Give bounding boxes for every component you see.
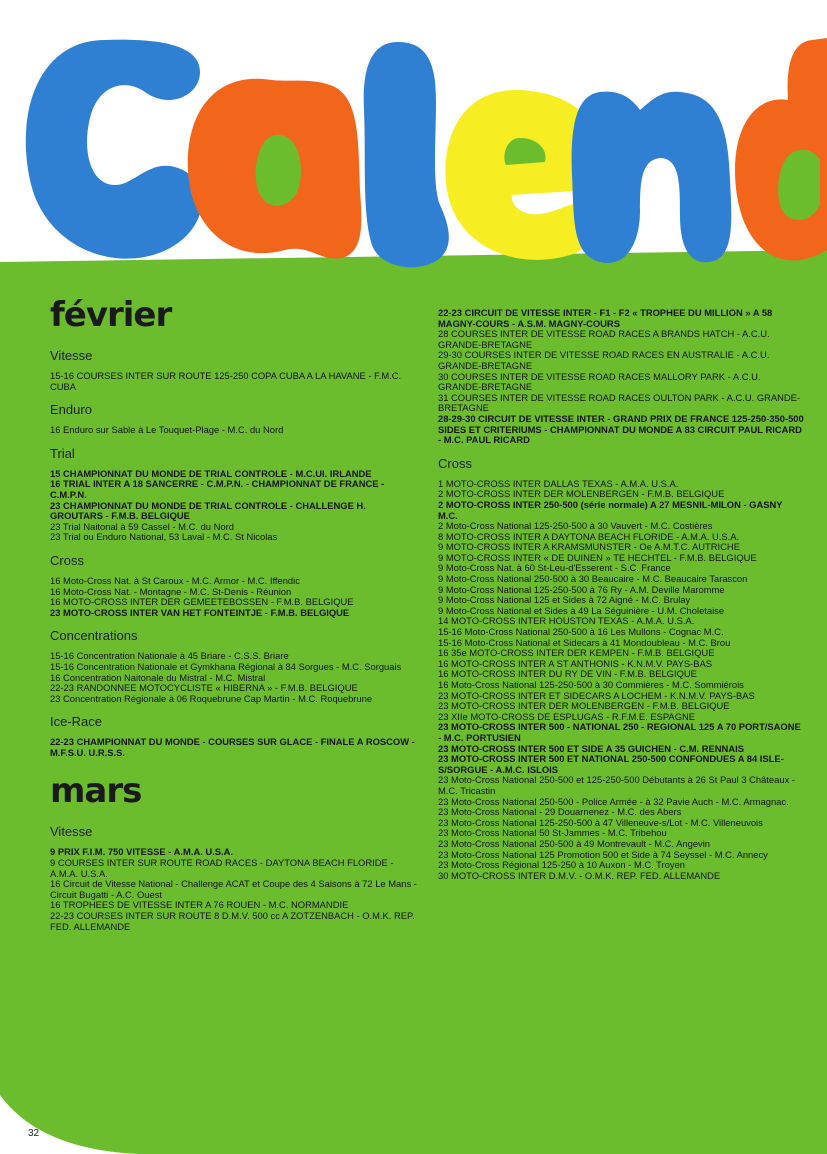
event-entry: 23 MOTO-CROSS INTER DER MOLENBERGEN - F.M.B. BELGIQUE: [438, 700, 730, 712]
event-entry: 23 MOTO-CROSS INTER ET SIDECARS A LOCHEM - K.N.M.V. PAYS-BAS: [438, 689, 755, 701]
title-letter-l: [364, 42, 449, 267]
event-entry: 15-16 COURSES INTER SUR ROUTE 125-250 COPA CUBA A LA HAVANE - F.M.C. CUBA: [50, 370, 402, 392]
event-entry: 16 35e MOTO-CROSS INTER DER KEMPEN - F.M.B. BELGIQUE: [438, 647, 715, 659]
right-column: [438, 308, 804, 891]
event-entry: 23 MOTO-CROSS INTER 500 ET SIDE A 35 GUICHEN - C.M. RENNAIS: [438, 742, 744, 754]
event-list: [50, 576, 420, 618]
event-list: [50, 737, 420, 758]
section-heading: Trial: [50, 445, 75, 461]
event-entry: 15-16 Concentration Nationale à 45 Briare - C.S.S. Briare: [50, 650, 289, 662]
event-entry: 16 MOTO-CROSS INTER DU RY DE VIN - F.M.B. BELGIQUE: [438, 668, 697, 680]
event-entry: 16 Moto-Cross Nat. - Montagne - M.C. St-Denis - Réunion: [50, 585, 292, 597]
event-entry: 16 Moto-Cross Nat. à St Caroux - M.C. Armor - M.C. Iffendic: [50, 574, 300, 586]
event-list: [50, 425, 420, 436]
event-list: [438, 479, 804, 882]
event-list: [438, 308, 804, 446]
section-heading: Ice-Race: [50, 714, 103, 730]
event-entry: 23 Moto-Cross Régional 125-250 à 10 Auxon - M.C. Troyen: [438, 859, 686, 871]
section-heading: Vitesse: [50, 348, 93, 363]
calendrier-title: [0, 0, 827, 290]
event-entry: 9 Moto-Cross Nat. à 60 St-Leu-d'Esserent - S.C. France: [438, 562, 671, 574]
section-heading: Cross: [50, 552, 84, 568]
event-entry: 29-30 COURSES INTER DE VITESSE ROAD RACES EN AUSTRALIE - A.C.U. GRANDE-BRETAGNE: [438, 349, 770, 371]
event-entry: 23 Moto-Cross National - 29 Douarnenez - M.C. des Abers: [438, 806, 682, 818]
event-entry: 23 Concentration Régionale à 06 Roquebrune Cap Martin - M.C. Roquebrune: [50, 692, 373, 704]
event-entry: 16 MOTO-CROSS INTER A ST ANTHONIS - K.N.M.V. PAYS-BAS: [438, 657, 713, 669]
section-heading: Vitesse: [50, 824, 93, 840]
event-entry: 23 Moto-Cross National 250-500 à 49 Montrevault - M.C. Angevin: [438, 837, 711, 849]
event-entry: 9 Moto-Cross National 250-500 à 30 Beaucaire - M.C. Beaucaire Tarascon: [438, 573, 748, 585]
section-heading: Concentrations: [50, 628, 138, 644]
event-entry: 23 Trial ou Enduro National, 53 Laval - M.C. St Nicolas: [50, 531, 278, 543]
event-entry: 9 Moto-Cross National 125-250-500 à 76 Ry - A.M. Deville Maromme: [438, 583, 725, 595]
event-entry: 16 Moto-Cross National 125-250-500 à 30 Commières - M.C. Sommiérois: [438, 679, 744, 690]
event-entry: 23 Moto-Cross National 250-500 - Police Armée - à 32 Pavie Auch - M.C. Armagnac.: [438, 795, 789, 807]
page-number: 32: [28, 1128, 40, 1139]
event-entry: 22-23 COURSES INTER SUR ROUTE 8 D.M.V. 500 cc A ZOTZENBACH - O.M.K. REP. FED. ALLEMANDE: [50, 910, 415, 932]
event-entry: 2 Moto-Cross National 125-250-500 à 30 Vauvert - M.C. Costières: [438, 520, 713, 532]
event-entry: 16 TRIAL INTER A 18 SANCERRE - C.M.P.N. - CHAMPIONNAT DE FRANCE - C.M.P.N.: [50, 478, 385, 500]
event-entry: 2 MOTO-CROSS INTER 250-500 (série normale) A 27 MESNIL-MILON - GASNY M.C.: [438, 498, 783, 521]
event-entry: 2 MOTO-CROSS INTER DER MOLENBERGEN - F.M.B. BELGIQUE: [438, 488, 725, 500]
event-entry: 16 Concentration Naitonale du Mistral - M.C. Mistral: [50, 671, 266, 683]
event-entry: 16 Circuit de Vitesse National - Challenge ACAT et Coupe des 4 Saisons à 72 Le Mans - Circuit Bugatti - A.C. Ouest: [50, 878, 417, 900]
event-entry: 23 Moto-Cross National 125 Promotion 500 et Side à 74 Seyssel - M.C. Annecy: [438, 848, 768, 860]
event-entry: 14 MOTO-CROSS INTER HOUSTON TEXAS - A.M.A. U.S.A.: [438, 615, 695, 627]
event-entry: 16 TROPHEES DE VITESSE INTER A 76 ROUEN - M.C. NORMANDIE: [50, 899, 349, 911]
title-letter-n: [572, 92, 732, 263]
event-entry: 9 PRIX F.I.M. 750 VITESSE - A.M.A. U.S.A.: [50, 846, 234, 858]
event-entry: 30 MOTO-CROSS INTER D.M.V. - O.M.K. REP. FED. ALLEMANDE: [438, 869, 721, 881]
title-letter-a: [188, 79, 362, 259]
section-heading: Enduro: [50, 402, 92, 418]
event-list: [50, 651, 420, 704]
event-entry: 23 Moto-Cross National 50 St-Jammes - M.C. Tribehou: [438, 827, 667, 839]
event-entry: 23 MOTO-CROSS INTER 500 - NATIONAL 250 - REGIONAL 125 A 70 PORT/SAONE - M.C. PORTUSIEN: [438, 721, 801, 743]
event-entry: 28 COURSES INTER DE VITESSE ROAD RACES A BRANDS HATCH - A.C.U. GRANDE-BRETAGNE: [438, 328, 770, 350]
event-list: [50, 371, 420, 392]
event-entry: 16 MOTO-CROSS INTER DER GEMEETEBOSSEN - F.M.B. BELGIQUE: [50, 596, 354, 608]
event-entry: 15-16 Moto-Cross National et Sidecars à 41 Mondoubleau - M.C. Brou: [438, 636, 731, 648]
event-entry: 23 Moto-Cross National 250-500 et 125-250-500 Débutants à 26 St Paul 3 Châteaux - M.C. Tricastin: [438, 774, 795, 796]
event-entry: 28-29-30 CIRCUIT DE VITESSE INTER - GRAND PRIX DE FRANCE 125-250-350-500 SIDES ET CRITERIUMS - CHAMPIONNAT DU MONDE A 83 CIRCUIT PAUL RICARD - M.C. PAUL RICARD: [438, 412, 804, 446]
section-heading: Cross: [438, 455, 472, 471]
event-entry: 9 MOTO-CROSS INTER « DE DUINEN » TE HECHTEL - F.M.B. BELGIQUE: [438, 551, 757, 563]
event-entry: 15 CHAMPIONNAT DU MONDE DE TRIAL CONTROLE - M.C.UI. IRLANDE: [50, 467, 372, 479]
month-heading: mars: [50, 771, 142, 812]
event-entry: 23 Trial Naitonal à 59 Cassel - M.C. du Nord: [50, 520, 234, 532]
event-entry: 9 Moto-Cross National et Sides à 49 La Séguinière - U.M. Choletaise: [438, 604, 725, 616]
event-entry: 9 MOTO-CROSS INTER A KRAMSMUNSTER - Oe A.M.T.C. AUTRICHE: [438, 541, 740, 553]
event-entry: 30 COURSES INTER DE VITESSE ROAD RACES MALLORY PARK - A.C.U. GRANDE-BRETAGNE: [438, 370, 761, 393]
title-letter-d: [735, 38, 827, 260]
event-entry: 23 Moto-Cross National 125-250-500 à 47 Villeneuve-s/Lot - M.C. Villeneuvois: [438, 816, 763, 828]
event-entry: 23 CHAMPIONNAT DU MONDE DE TRIAL CONTROLE - CHALLENGE H. GROUTARS - F.M.B. BELGIQUE: [50, 499, 366, 522]
event-entry: 22-23 CIRCUIT DE VITESSE INTER - F1 - F2 « TROPHEE DU MILLION » A 58 MAGNY-COURS - A.S.M. MAGNY-COURS: [438, 307, 773, 329]
event-entry: 1 MOTO-CROSS INTER DALLAS TEXAS - A.M.A. U.S.A.: [438, 477, 679, 489]
month-heading: février: [50, 295, 172, 335]
event-entry: 16 Enduro sur Sable à Le Touquet-Plage - M.C. du Nord: [50, 424, 284, 436]
event-entry: 22-23 RANDONNEE MOTOCYCLISTE « HIBERNA » - F.M.B. BELGIQUE: [50, 682, 358, 694]
event-entry: 23 MOTO-CROSS INTER VAN HET FONTEINTJE - F.M.B. BELGIQUE: [50, 606, 350, 618]
event-entry: 22-23 CHAMPIONNAT DU MONDE - COURSES SUR GLACE - FINALE A ROSCOW - M.F.S.U. U.R.S.S.: [50, 736, 415, 758]
event-entry: 31 COURSES INTER DE VITESSE ROAD RACES OULTON PARK - A.C.U. GRANDE-BRETAGNE: [438, 391, 801, 414]
event-entry: 23 MOTO-CROSS INTER 500 ET NATIONAL 250-500 CONFONDUES A 84 ISLE-S/SORGUE - A.M.C. ISLOIS: [438, 753, 784, 775]
event-entry: 9 COURSES INTER SUR ROUTE ROAD RACES - DAYTONA BEACH FLORIDE - A.M.A. U.S.A.: [50, 857, 394, 879]
event-entry: 15-16 Concentration Nationale et Gymkhana Régional à 84 Sorgues - M.C. Sorguais: [50, 660, 402, 672]
left-column: [50, 290, 420, 942]
event-entry: 23 XIIe MOTO-CROSS DE ESPLUGAS - R.F.M.E. ESPAGNE: [438, 710, 696, 722]
event-entry: 8 MOTO-CROSS INTER A DAYTONA BEACH FLORIDE - A.M.A. U.S.A.: [438, 530, 740, 542]
event-entry: 9 Moto-Cross National 125 et Sides à 72 Aigné - M.C. Brulay: [438, 594, 691, 606]
title-letter-c: [26, 40, 202, 259]
event-list: [50, 847, 420, 932]
event-list: [50, 469, 420, 543]
event-entry: 15-16 Moto-Cross National 250-500 à 16 Les Mullons - Cognac M.C.: [438, 626, 724, 638]
